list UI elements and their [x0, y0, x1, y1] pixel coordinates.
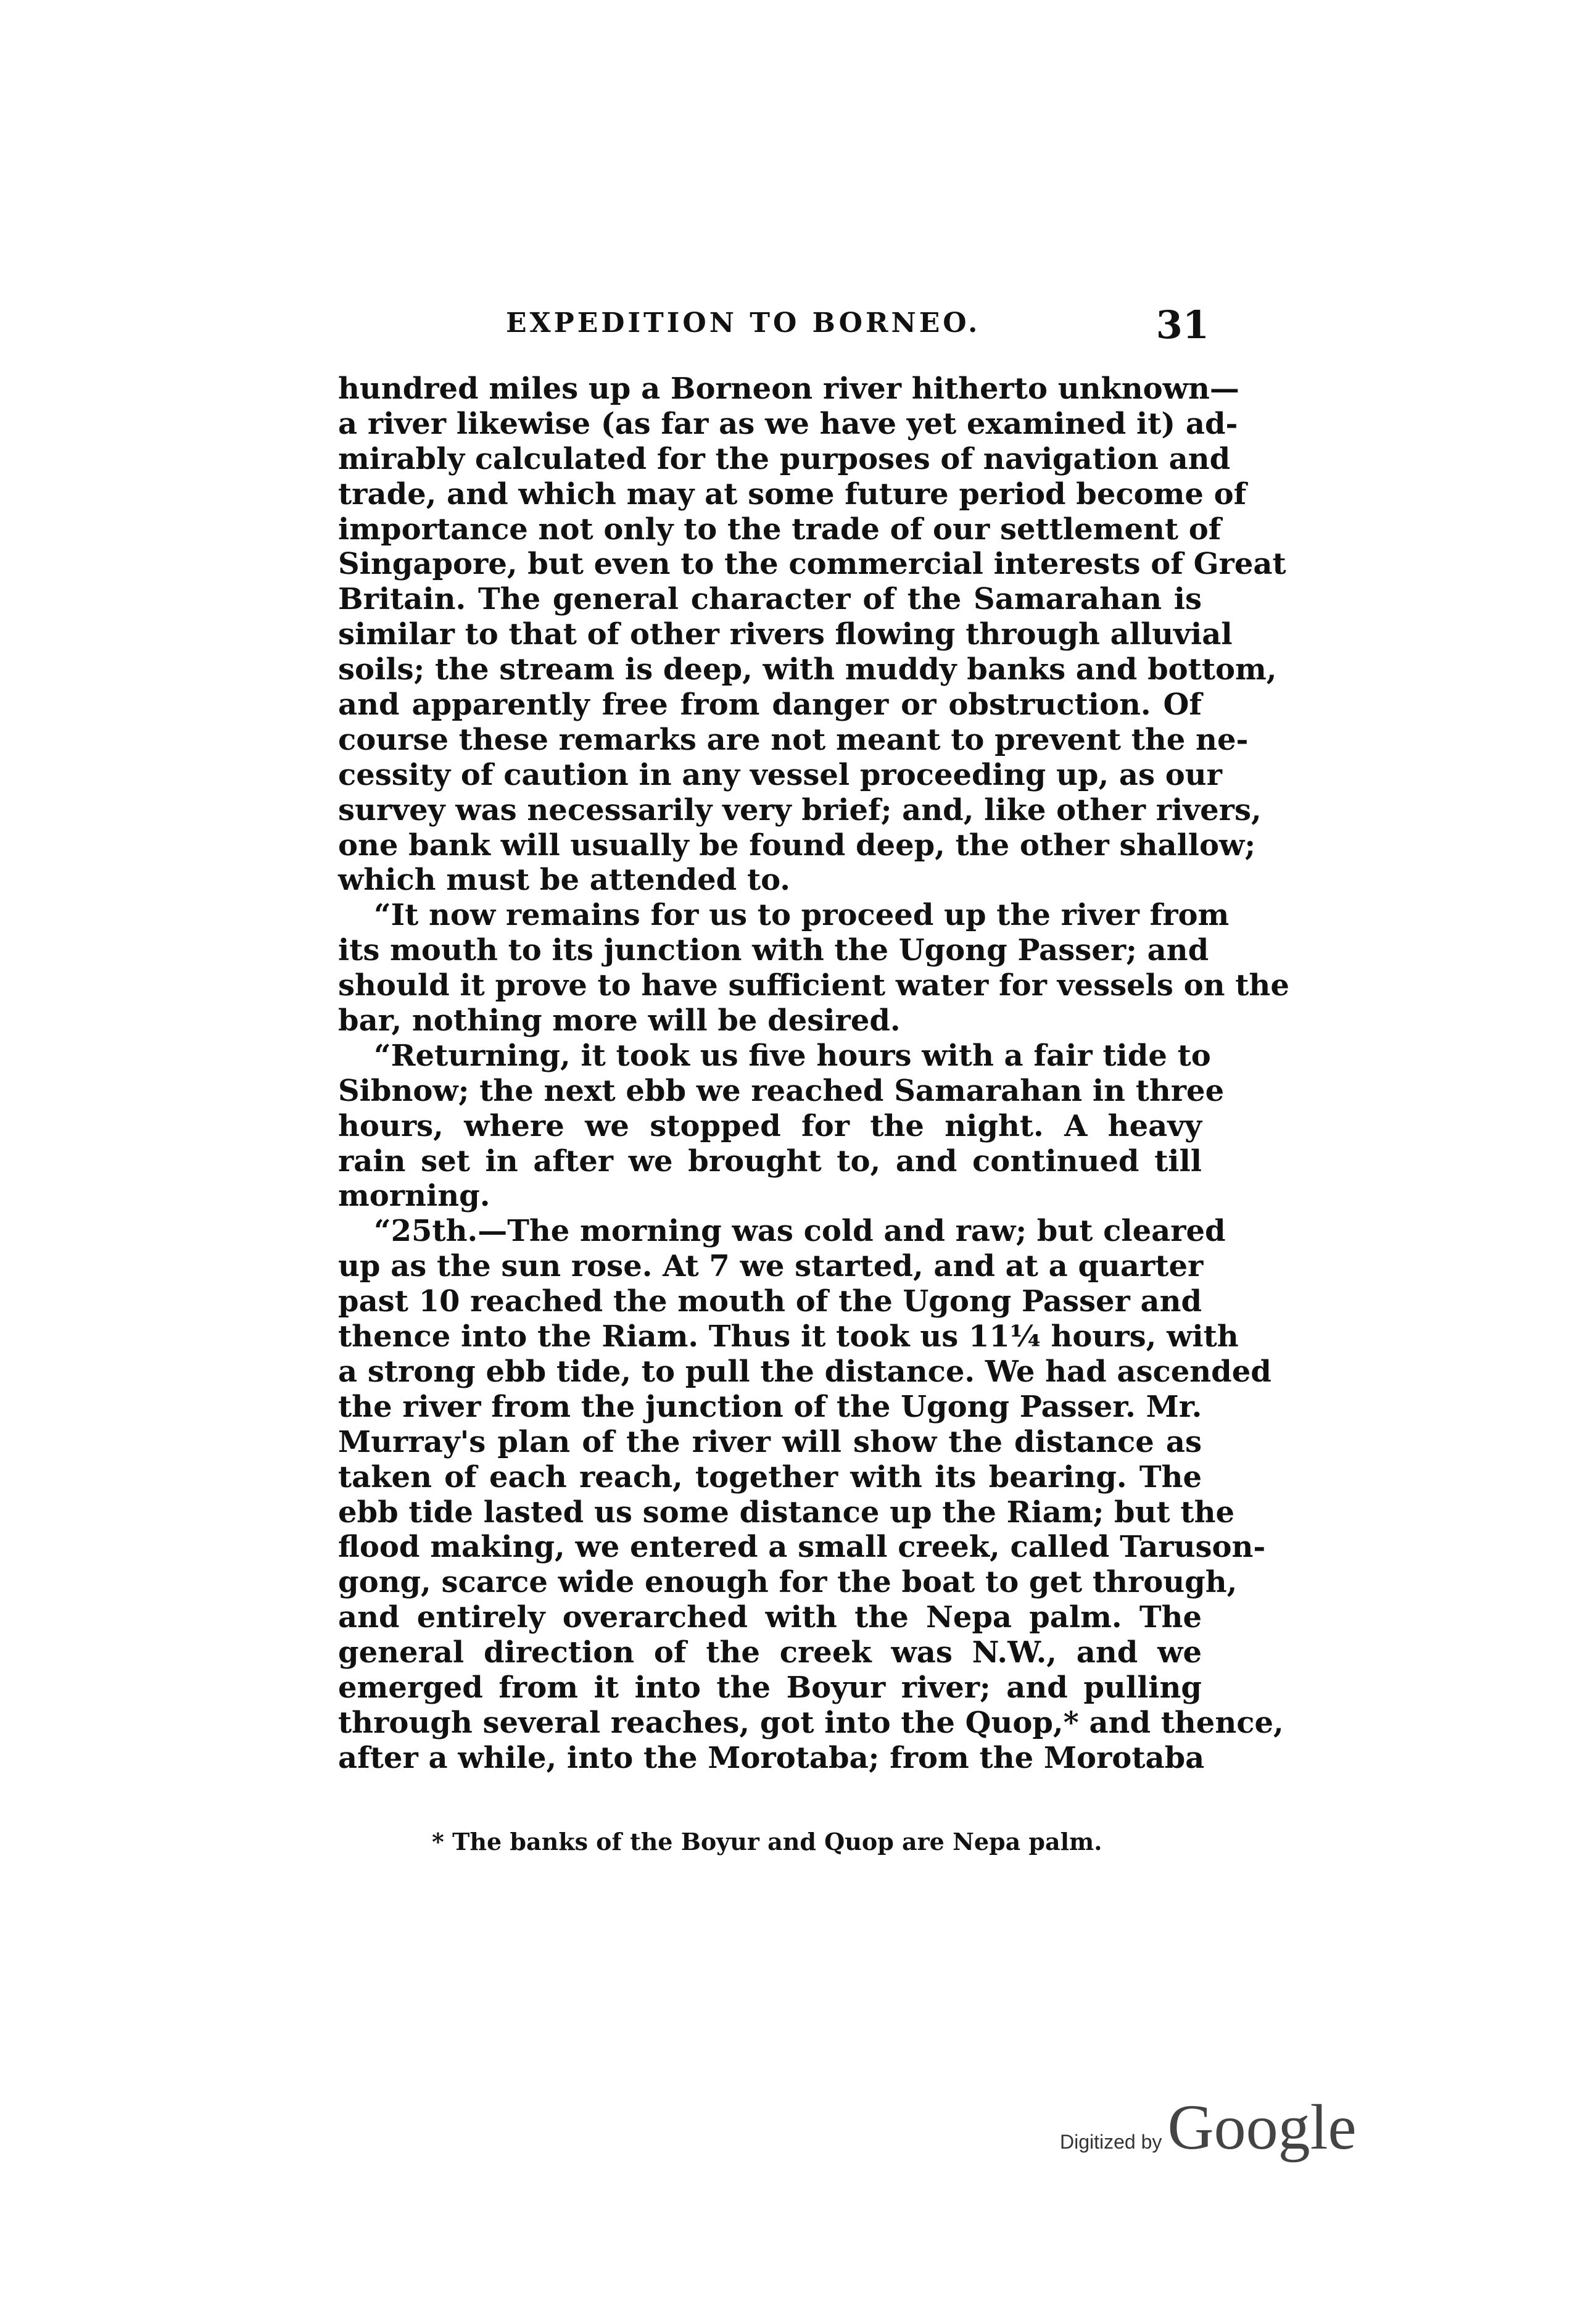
text-line: thence into the Riam. Thus it took us 11¼ hours, with [338, 1319, 1239, 1354]
text-line: hundred miles up a Borneon river hitherto unknown— [338, 371, 1239, 406]
text-line: which must be attended to. [338, 863, 791, 898]
text-line: “It now remains for us to proceed up the river from [374, 898, 1230, 933]
text-line: a river likewise (as far as we have yet examined it) ad- [338, 406, 1238, 441]
text-line: Murray's plan of the river will show the distance as [338, 1424, 1202, 1459]
footnote: * The banks of the Boyur and Quop are Nepa palm. [432, 1828, 1102, 1856]
text-line: course these remarks are not meant to prevent the ne- [338, 722, 1249, 757]
text-line: one bank will usually be found deep, the other shallow; [338, 827, 1256, 863]
body-text [338, 371, 1289, 1776]
text-line: flood making, we entered a small creek, called Taruson- [338, 1530, 1266, 1565]
text-line: and entirely overarched with the Nepa palm. The [338, 1600, 1202, 1635]
text-line: bar, nothing more will be desired. [338, 1003, 901, 1039]
text-line: should it prove to have sufficient water for vessels on the [338, 968, 1289, 1003]
google-logo: Google [1167, 2092, 1357, 2163]
text-line: Sibnow; the next ebb we reached Samarahan in three [338, 1073, 1225, 1108]
text-line: after a while, into the Morotaba; from the Morotaba [338, 1740, 1205, 1775]
text-line: its mouth to its junction with the Ugong Passer; and [338, 933, 1209, 968]
text-line: gong, scarce wide enough for the boat to get through, [338, 1565, 1238, 1600]
text-line: “25th.—The morning was cold and raw; but cleared [374, 1214, 1226, 1249]
text-line: rain set in after we brought to, and continued till [338, 1143, 1202, 1179]
digitized-by-text: Digitized by [1060, 2131, 1162, 2153]
text-line: past 10 reached the mouth of the Ugong Passer and [338, 1284, 1202, 1319]
running-title: EXPEDITION TO BORNEO. [506, 307, 981, 339]
text-line: soils; the stream is deep, with muddy banks and bottom, [338, 652, 1277, 687]
text-line: emerged from it into the Boyur river; and pulling [338, 1670, 1202, 1705]
text-line: the river from the junction of the Ugong Passer. Mr. [338, 1389, 1202, 1424]
text-line: and apparently free from danger or obstruction. Of [338, 687, 1202, 723]
text-line: Singapore, but even to the commercial interests of Great [338, 547, 1286, 582]
text-line: hours, where we stopped for the night. A heavy [338, 1108, 1202, 1143]
text-line: “Returning, it took us five hours with a fair tide to [374, 1038, 1211, 1073]
text-line: survey was necessarily very brief; and, like other rivers, [338, 792, 1262, 827]
running-head [333, 302, 1209, 352]
text-line: similar to that of other rivers flowing through alluvial [338, 617, 1233, 652]
digitized-by-watermark [1060, 2091, 1357, 2165]
text-line: up as the sun rose. At 7 we started, and at a quarter [338, 1249, 1204, 1284]
text-line: ebb tide lasted us some distance up the Riam; but the [338, 1495, 1235, 1530]
text-line: through several reaches, got into the Quop,* and thence, [338, 1705, 1284, 1740]
text-line: Britain. The general character of the Samarahan is [338, 582, 1202, 617]
text-line: general direction of the creek was N.W., and we [338, 1635, 1202, 1670]
page-number: 31 [1156, 302, 1209, 347]
text-line: taken of each reach, together with its bearing. The [338, 1459, 1202, 1495]
text-line: trade, and which may at some future period become of [338, 476, 1247, 512]
text-line: importance not only to the trade of our settlement of [338, 512, 1222, 547]
text-line: cessity of caution in any vessel proceeding up, as our [338, 757, 1222, 792]
text-line: mirably calculated for the purposes of navigation and [338, 441, 1231, 476]
text-line: morning. [338, 1179, 490, 1214]
text-line: a strong ebb tide, to pull the distance. We had ascended [338, 1354, 1271, 1389]
